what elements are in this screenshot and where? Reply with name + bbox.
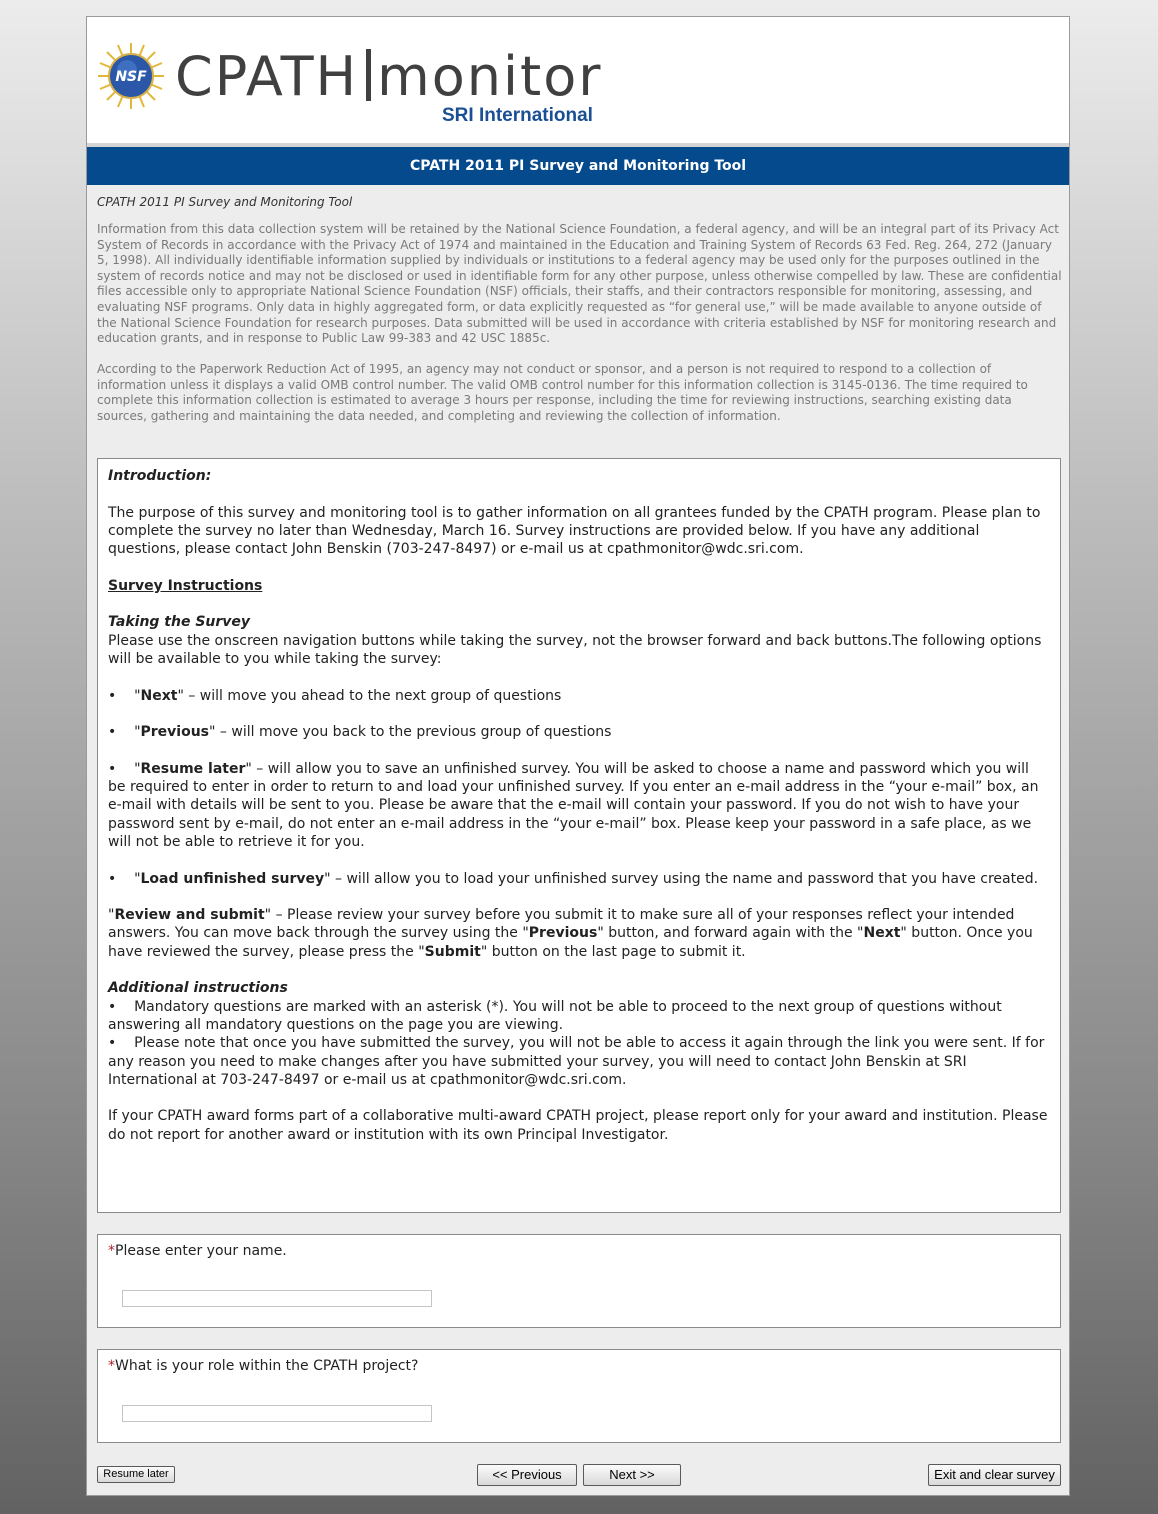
option-load-unfinished: • "Load unfinished survey" – will allow you to load your unfinished survey using the name and password that you have created.	[108, 870, 1039, 887]
brand-left: CPATH	[175, 45, 359, 108]
survey-subtitle: CPATH 2011 PI Survey and Monitoring Tool	[97, 195, 353, 209]
required-asterisk: *	[108, 1358, 115, 1374]
collaborative-note: If your CPATH award forms part of a collaborative multi-award CPATH project, please report only for your award and institution. Please do not report for another award or institution with its own Principal Investigator.	[108, 1108, 1048, 1143]
required-asterisk: *	[108, 1243, 115, 1259]
previous-button[interactable]: << Previous	[477, 1464, 577, 1486]
role-input[interactable]	[122, 1405, 432, 1422]
introduction-panel	[97, 458, 1061, 1213]
survey-instructions-heading: Survey Instructions	[108, 577, 263, 594]
option-previous: • "Previous" – will move you back to the previous group of questions	[108, 724, 612, 741]
brand-divider	[366, 49, 371, 101]
paperwork-disclaimer: According to the Paperwork Reduction Act of 1995, an agency may not conduct or sponsor, and a person is not required to respond to a collection of information unless it displays a valid OMB control number. The valid OMB control number for this information collection is 3145-0136. The time required to complete this information collection is estimated to average 3 hours per response, including the time for reviewing instructions, searching existing data sources, gathering and maintaining the data needed, and completing and reviewing the collection of information.	[97, 362, 1028, 423]
additional-instruction-1: • Mandatory questions are marked with an asterisk (*). You will not be able to proceed to the next group of questions without answering all mandatory questions on the page you are viewing.	[108, 998, 1002, 1033]
name-input[interactable]	[122, 1290, 432, 1307]
taking-survey-text: Please use the onscreen navigation buttons while taking the survey, not the browser forward and back buttons.The following options will be available to you while taking the survey:	[108, 632, 1042, 667]
question-role-panel	[97, 1349, 1061, 1443]
additional-instructions-heading: Additional instructions	[108, 980, 288, 997]
question-role-label: *What is your role within the CPATH project?	[108, 1358, 419, 1374]
question-name-panel	[97, 1234, 1061, 1328]
exit-and-clear-button[interactable]: Exit and clear survey	[928, 1464, 1061, 1486]
survey-frame	[86, 16, 1070, 1496]
sri-logo-text: SRI International	[442, 105, 593, 126]
brand-logo	[175, 47, 602, 107]
privacy-disclaimer: Information from this data collection system will be retained by the National Science Foundation, a federal agency, and will be an integral part of its Privacy Act System of Records in accordance with the Privacy Act of 1974 and maintained in the Education and Training System of Records 63 Fed. Reg. 264, 272 (January 5, 1998). All individually identifiable information supplied by individuals or institutions to a federal agency may be used only for the purposes outlined in the system of records notice and may not be disclosed or used in identifiable form for any other purpose, unless otherwise compelled by law. These are confidential files accessible only to appropriate National Science Foundation (NSF) officials, their staffs, and their contractors responsible for monitoring, assessing, and evaluating NSF programs. Only data in highly aggregated form, or data explicitly requested as “for general use,” will be made available to anyone outside of the National Science Foundation for research purposes. Data submitted will be used in accordance with criteria established by NSF for monitoring research and education grants, and in response to Public Law 99-383 and 42 USC 1885c.	[97, 222, 1062, 346]
page-title-bar: CPATH 2011 PI Survey and Monitoring Tool	[87, 147, 1069, 185]
nsf-seal-text: NSF	[115, 69, 147, 85]
option-next: • "Next" – will move you ahead to the next group of questions	[108, 687, 562, 704]
resume-later-button[interactable]: Resume later	[97, 1466, 175, 1483]
review-and-submit-text: "Review and submit" – Please review your survey before you submit it to make sure all of your responses reflect your intended answers. You can move back through the survey using the "Previous" button, and forward again with the "Next" button. Once you have reviewed the survey, please press the "Submit" button on the last page to submit it.	[108, 907, 1033, 960]
brand-right: monitor	[377, 45, 603, 108]
taking-survey-heading: Taking the Survey	[108, 614, 251, 631]
next-button[interactable]: Next >>	[583, 1464, 681, 1486]
introduction-heading: Introduction:	[108, 468, 212, 484]
introduction-purpose: The purpose of this survey and monitoring tool is to gather information on all grantees funded by the CPATH program. Please plan to complete the survey no later than Wednesday, March 16. Survey instructions are provided below. If you have any additional questions, please contact John Benskin (703-247-8497) or e-mail us at cpathmonitor@wdc.sri.com.	[108, 504, 1041, 558]
logo-header	[87, 17, 1069, 143]
additional-instruction-2: • Please note that once you have submitted the survey, you will not be able to access it again through the link you were sent. If for any reason you need to make changes after you have submitted your survey, you will need to contact John Benskin at SRI International at 703-247-8497 or e-mail us at cpathmonitor@wdc.sri.com.	[108, 1035, 1045, 1088]
nsf-seal-icon	[97, 42, 165, 110]
option-resume-later: • "Resume later" – will allow you to save an unfinished survey. You will be asked to choose a name and password which you will be required to enter in order to return to and load your unfinished survey. If you enter an e-mail address in the “your e-mail” box, an e-mail with details will be sent to you. Please be aware that the e-mail will contain your password. If you do not wish to have your password sent by e-mail, do not enter an e-mail address in the “your e-mail” box. Please keep your password in a safe place, as we will not be able to retrieve it for you.	[108, 760, 1039, 850]
question-name-label: *Please enter your name.	[108, 1243, 287, 1259]
